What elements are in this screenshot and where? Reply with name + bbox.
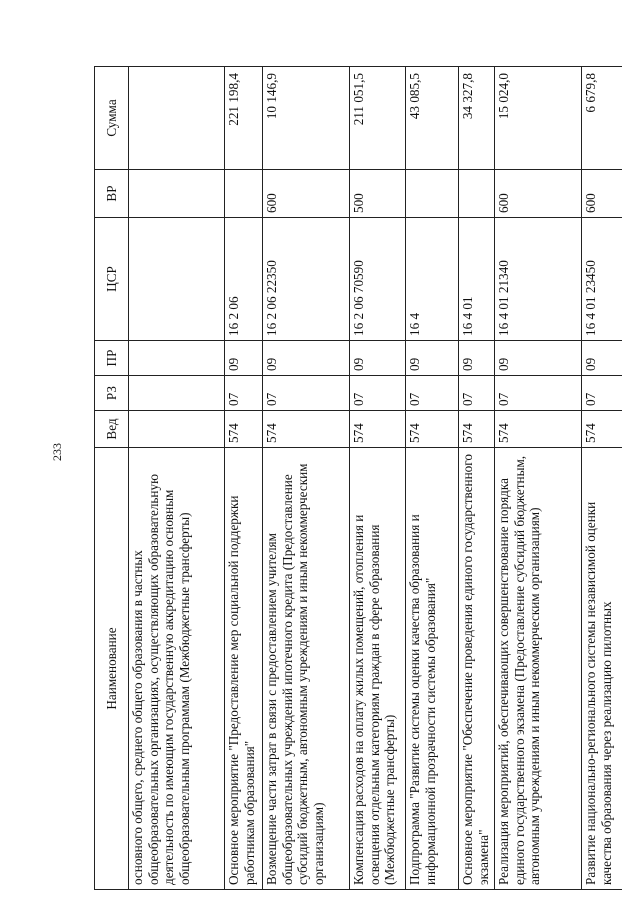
row-pr: 09 bbox=[406, 341, 459, 376]
row-rz: 07 bbox=[225, 376, 263, 411]
header-vr: ВР bbox=[95, 170, 129, 218]
row-sum: 43 085,5 bbox=[406, 67, 459, 170]
table-row bbox=[406, 67, 459, 890]
row-csr bbox=[129, 218, 225, 341]
row-vr: 600 bbox=[495, 170, 582, 218]
row-vr bbox=[225, 170, 263, 218]
table-row bbox=[225, 67, 263, 890]
row-pr: 09 bbox=[459, 341, 495, 376]
table-row bbox=[350, 67, 406, 890]
row-sum bbox=[129, 67, 225, 170]
row-pr: 09 bbox=[263, 341, 350, 376]
row-ved: 574 bbox=[225, 411, 263, 448]
row-rz: 07 bbox=[350, 376, 406, 411]
page-number: 233 bbox=[50, 443, 64, 461]
row-rz: 07 bbox=[406, 376, 459, 411]
row-ved: 574 bbox=[495, 411, 582, 448]
row-ved: 574 bbox=[582, 411, 622, 448]
row-vr: 500 bbox=[350, 170, 406, 218]
row-rz: 07 bbox=[263, 376, 350, 411]
row-csr: 16 2 06 22350 bbox=[263, 218, 350, 341]
row-sum: 221 198,4 bbox=[225, 67, 263, 170]
row-name: Основное мероприятие "Предоставление мер социальной поддержки работникам образования" bbox=[225, 448, 263, 890]
header-name: Наименование bbox=[95, 448, 129, 890]
row-rz: 07 bbox=[459, 376, 495, 411]
row-rz: 07 bbox=[582, 376, 622, 411]
row-csr: 16 4 01 21340 bbox=[495, 218, 582, 341]
header-ved: Вед bbox=[95, 411, 129, 448]
row-name: Реализация мероприятий, обеспечивающих совершенствование порядка единого государственного экзамена (Предоставление субсидий бюджетным, автономным учреждениям и иным некоммерческим организациям) bbox=[495, 448, 582, 890]
row-name: Развитие национально-регионального системы независимой оценки качества образования через реализацию пилотных bbox=[582, 448, 622, 890]
row-sum: 10 146,9 bbox=[263, 67, 350, 170]
row-rz bbox=[129, 376, 225, 411]
row-pr: 09 bbox=[582, 341, 622, 376]
header-sum: Сумма bbox=[95, 67, 129, 170]
header-rz: РЗ bbox=[95, 376, 129, 411]
table-header-row bbox=[95, 67, 129, 890]
table-row bbox=[495, 67, 582, 890]
row-vr: 600 bbox=[263, 170, 350, 218]
budget-table-frame bbox=[94, 70, 614, 890]
row-sum: 211 051,5 bbox=[350, 67, 406, 170]
row-name: основного общего, среднего общего образования в частных общеобразовательных организациях, осуществляющих образовательную деятельность по имеющим государственную аккредитацию основным общеобразовательным программам (Межбюджетные трансферты) bbox=[129, 448, 225, 890]
row-sum: 6 679,8 bbox=[582, 67, 622, 170]
row-vr: 600 bbox=[582, 170, 622, 218]
row-csr: 16 4 bbox=[406, 218, 459, 341]
row-vr bbox=[406, 170, 459, 218]
row-sum: 15 024,0 bbox=[495, 67, 582, 170]
row-ved: 574 bbox=[406, 411, 459, 448]
row-csr: 16 4 01 23450 bbox=[582, 218, 622, 341]
row-name: Компенсация расходов на оплату жилых помещений, отопления и освещения отдельным категориям граждан в сфере образования (Межбюджетные трансферты) bbox=[350, 448, 406, 890]
budget-table-rotated bbox=[94, 70, 614, 890]
row-ved: 574 bbox=[263, 411, 350, 448]
row-csr: 16 2 06 bbox=[225, 218, 263, 341]
row-ved: 574 bbox=[459, 411, 495, 448]
table-row bbox=[263, 67, 350, 890]
row-vr bbox=[129, 170, 225, 218]
table-row bbox=[582, 67, 622, 890]
row-rz: 07 bbox=[495, 376, 582, 411]
row-pr: 09 bbox=[495, 341, 582, 376]
budget-table bbox=[94, 66, 622, 890]
row-sum: 34 327,8 bbox=[459, 67, 495, 170]
row-pr bbox=[129, 341, 225, 376]
row-pr: 09 bbox=[225, 341, 263, 376]
row-vr bbox=[459, 170, 495, 218]
header-pr: ПР bbox=[95, 341, 129, 376]
row-csr: 16 4 01 bbox=[459, 218, 495, 341]
row-csr: 16 2 06 70590 bbox=[350, 218, 406, 341]
row-name: Основное мероприятие "Обеспечение проведения единого государственного экзамена" bbox=[459, 448, 495, 890]
row-ved bbox=[129, 411, 225, 448]
row-name: Подпрограмма "Развитие системы оценки качества образования и информационной прозрачности системы образования" bbox=[406, 448, 459, 890]
row-pr: 09 bbox=[350, 341, 406, 376]
row-name: Возмещение части затрат в связи с предоставлением учителям общеобразовательных учреждений ипотечного кредита (Предоставление субсидий бюджетным, автономным учреждениям и иным некоммерческим организациям) bbox=[263, 448, 350, 890]
table-row bbox=[459, 67, 495, 890]
header-csr: ЦСР bbox=[95, 218, 129, 341]
table-row bbox=[129, 67, 225, 890]
row-ved: 574 bbox=[350, 411, 406, 448]
